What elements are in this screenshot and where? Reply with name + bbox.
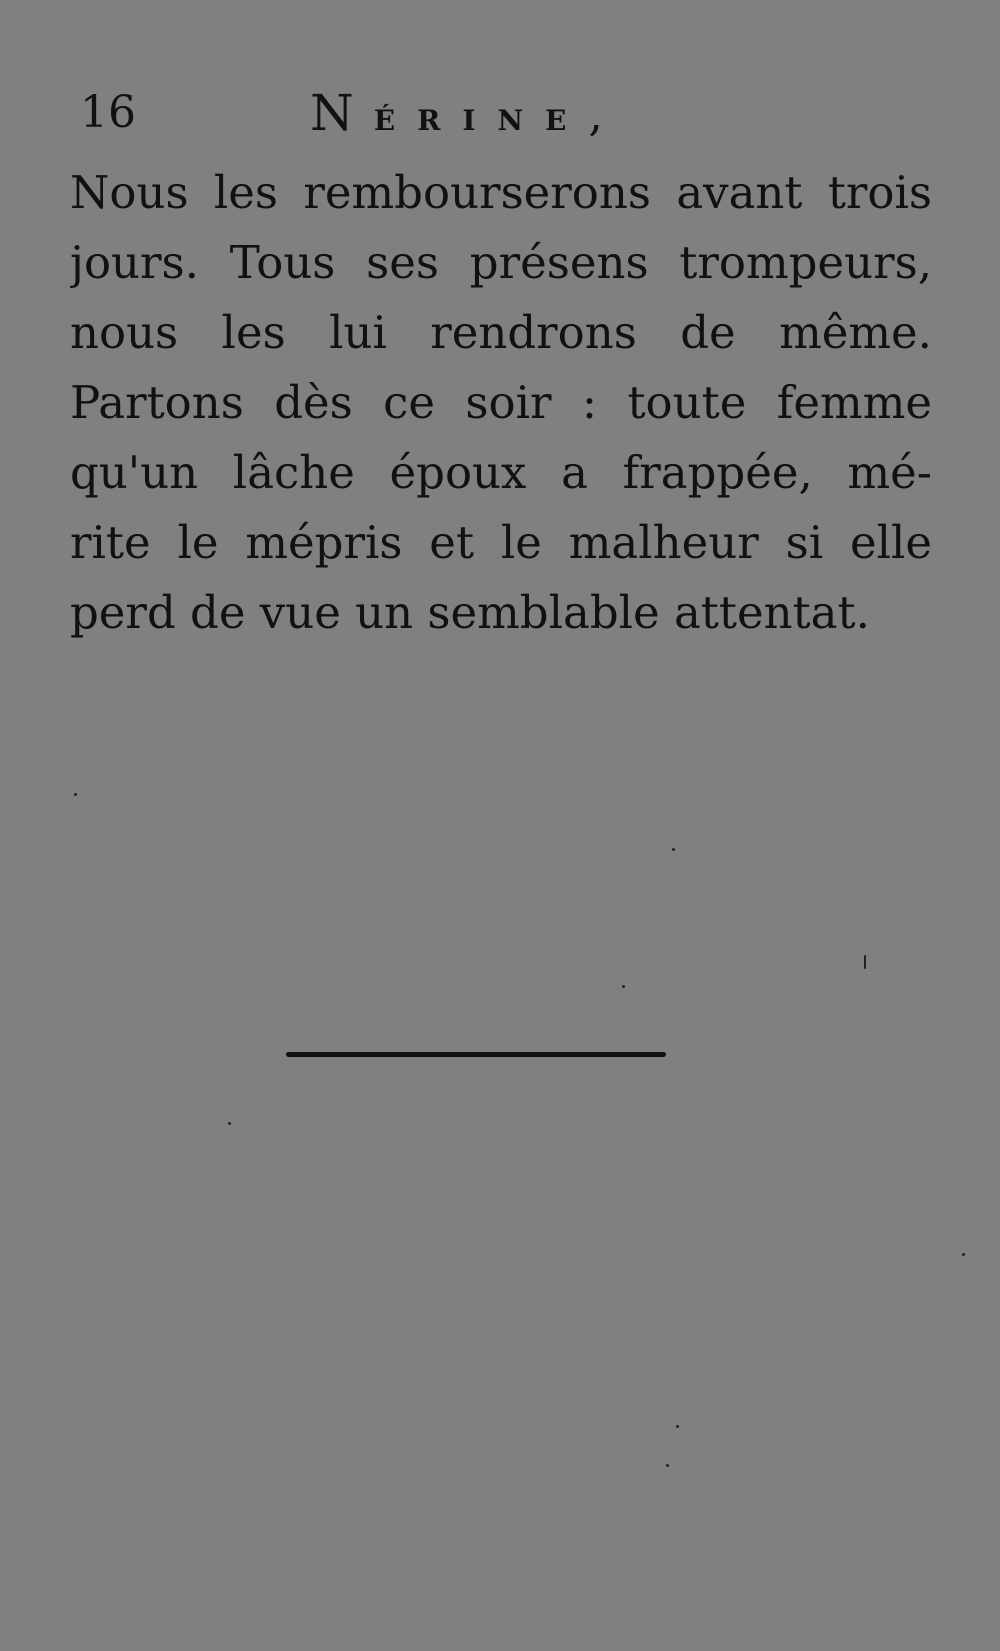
text-line: Partons dès ce soir : toute femme (70, 376, 932, 429)
paper-speck (676, 1425, 679, 1428)
paper-speck (666, 1464, 669, 1467)
paper-speck (74, 793, 77, 796)
paper-speck (672, 848, 675, 851)
running-title-rest: ÉRINE (373, 104, 589, 137)
paper-speck (962, 1253, 965, 1256)
paper-speck (622, 985, 625, 988)
text-line: jours. Tous ses présens trompeurs, (70, 236, 932, 289)
body-text (70, 158, 932, 648)
paper-speck (228, 1122, 231, 1125)
text-line: nous les lui rendrons de même. (70, 306, 932, 359)
page-number: 16 (80, 87, 136, 138)
running-title-punct: , (588, 87, 606, 141)
text-line: Nous les rembourserons avant trois (70, 166, 932, 219)
running-title-initial: N (310, 84, 356, 142)
page-header (80, 78, 720, 148)
paper-speck (864, 955, 866, 969)
running-title (310, 78, 605, 156)
text-line: perd de vue un semblable attentat. (70, 586, 870, 639)
text-line: rite le mépris et le malheur si elle (70, 516, 932, 569)
text-line: qu'un lâche époux a frappée, mé- (70, 446, 932, 499)
section-divider-rule (286, 1052, 666, 1057)
